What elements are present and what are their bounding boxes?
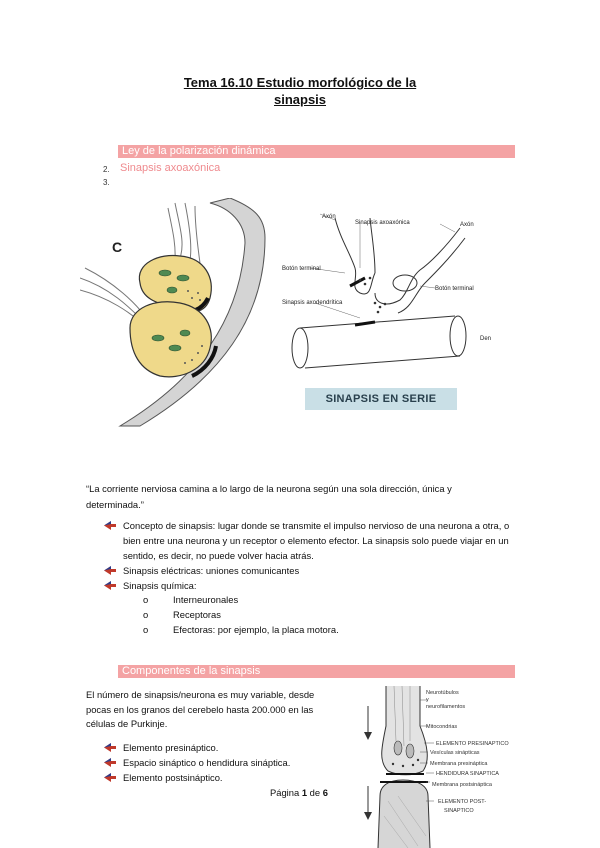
axoaxonic-synapse-figure <box>80 198 270 428</box>
page-footer: Página 1 de 6 <box>270 787 328 798</box>
list-item: Sinapsis química: <box>104 578 514 593</box>
concepts-list <box>104 518 514 593</box>
label-den: Den <box>480 336 492 342</box>
label-y: y <box>426 697 429 703</box>
label-elemento-post: ELEMENTO POST- <box>438 799 487 805</box>
arrow-bullet-icon <box>104 521 116 530</box>
label-neurotubulos: Neurotúbulos <box>426 690 459 696</box>
label-axon-2: Axón <box>460 222 474 228</box>
label-sinaptico: SINAPTICO <box>444 808 474 814</box>
list-number-2: 2. <box>103 165 110 174</box>
list-number-3: 3. <box>103 178 110 187</box>
page-title: Tema 16.10 Estudio morfológico de la sinapsis <box>183 75 417 107</box>
label-axon-1: Axón <box>322 214 336 220</box>
list-item: o Receptoras <box>143 609 221 620</box>
serial-synapse-figure <box>280 208 505 388</box>
list-item: Concepto de sinapsis: lugar donde se transmite el impulso nervioso de una neurona a otra, o bien entre una neurona y un receptor o elemento efector. La sinapsis solo puede viajar en un sentido, es decir, no puede volver hacia atrás. <box>104 518 514 563</box>
paragraph-sinapsis-count: El número de sinapsis/neurona es muy variable, desde pocas en los granos del cerebelo hasta 200.000 en las células de Purkinje. <box>86 689 315 729</box>
label-membrana-presinaptica: Membrana presináptica <box>430 761 488 767</box>
list-item: Elemento presináptico. <box>104 740 364 755</box>
label-vesiculas: Vesículas sinápticas <box>430 750 480 756</box>
label-hendidura-sinaptica: HENDIDURA SINAPTICA <box>436 771 499 777</box>
label-sinapsis-axoaxonica: Sinapsis axoaxónica <box>355 220 410 226</box>
section-heading-polarizacion: Ley de la polarización dinámica <box>118 145 515 158</box>
arrow-bullet-icon <box>104 773 116 782</box>
list-item: o Efectoras: por ejemplo, la placa motora. <box>143 624 339 635</box>
label-membrana-postsinaptica: Membrana postsináptica <box>432 782 492 788</box>
label-boton-terminal-2: Botón terminal <box>435 286 474 292</box>
figure-letter-c: C <box>112 239 123 255</box>
label-elemento-presinaptico: ELEMENTO PRESINAPTICO <box>436 741 509 747</box>
arrow-bullet-icon <box>104 581 116 590</box>
section-heading-componentes: Componentes de la sinapsis <box>118 665 515 678</box>
arrow-bullet-icon <box>104 743 116 752</box>
list-item: Espacio sináptico o hendidura sináptica. <box>104 755 364 770</box>
list-item: Sinapsis eléctricas: uniones comunicantes <box>104 563 514 578</box>
list-item: Elemento postsináptico. <box>104 770 364 785</box>
sinapsis-en-serie-label: SINAPSIS EN SERIE <box>305 388 457 410</box>
synapse-components-figure <box>358 686 518 848</box>
label-boton-terminal-1: Botón terminal <box>282 266 321 272</box>
quote-text: “La corriente nerviosa camina a lo largo de la neurona según una sola dirección, única y determinada.” <box>86 483 452 510</box>
arrow-bullet-icon <box>104 758 116 767</box>
label-neurofilamentos: neurofilamentos <box>426 704 466 710</box>
label-sinapsis-axodendritica: Sinapsis axodendrítica <box>282 300 343 306</box>
list-item: o Interneuronales <box>143 594 239 605</box>
subheading-axoaxonica: Sinapsis axoaxónica <box>120 162 221 174</box>
quimica-sublist <box>143 592 339 637</box>
arrow-bullet-icon <box>104 566 116 575</box>
label-mitocondrias: Mitocondrias <box>426 724 458 730</box>
components-list <box>104 740 364 785</box>
